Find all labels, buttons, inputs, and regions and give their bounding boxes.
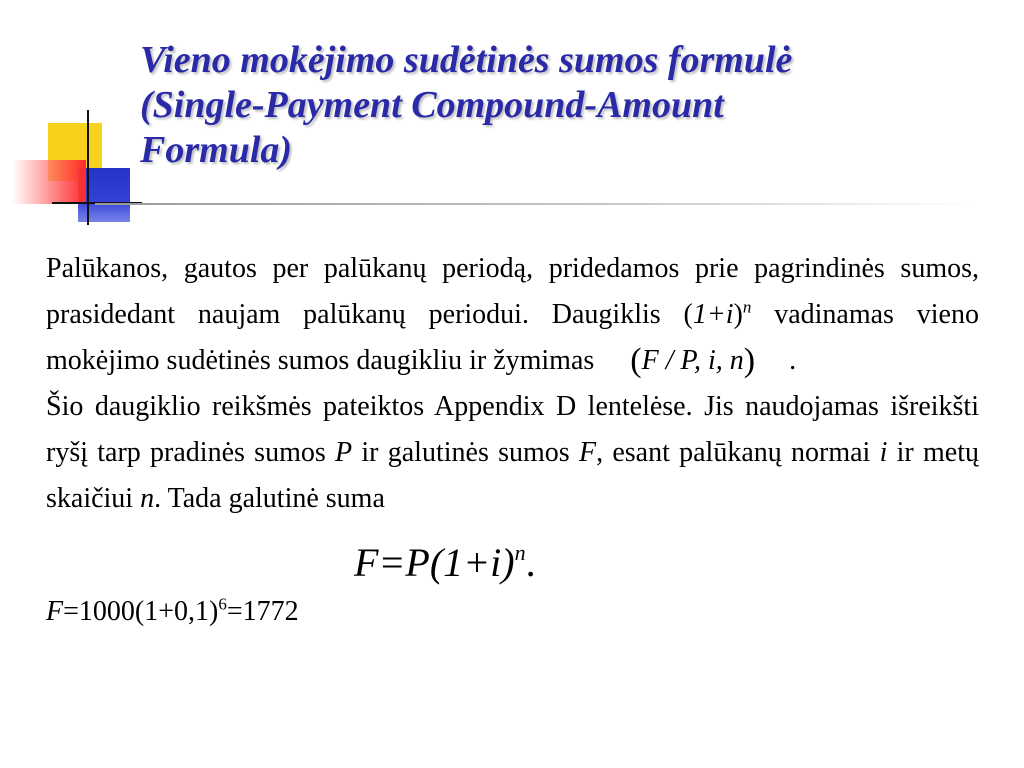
factor-exponent-n: n	[742, 297, 752, 317]
var-P: P	[335, 437, 353, 468]
example-calculation	[46, 592, 979, 632]
notation-close-paren: )	[743, 342, 756, 379]
paragraph-definition	[46, 246, 979, 384]
title-underline-rule	[95, 203, 975, 205]
para2-text-1: Šio daugiklio reikšmės pateiktos Appendix D lentelėse. Jis naudojamas išreikšti ryšį tarp pradinės sumos	[46, 391, 979, 468]
paragraph-explanation	[46, 384, 979, 522]
formula-period: .	[525, 540, 536, 585]
title-line-3: Formula)	[140, 129, 293, 171]
calc-result: =1772	[226, 596, 299, 627]
decor-red-gradient	[12, 160, 86, 204]
formula-exponent: n	[514, 540, 526, 565]
para2-text-2: ir galutinės sumos	[352, 437, 579, 468]
var-F: F	[578, 437, 597, 468]
factor-i: i	[725, 299, 734, 330]
decor-vertical-line	[87, 110, 89, 225]
var-i: i	[879, 437, 888, 468]
notation-open-paren: (	[630, 342, 642, 379]
para1-text-2: vadinamas vieno mokėjimo sudėtinės sumos daugikliu ir žymimas	[46, 299, 979, 376]
factor-one-plus: 1+	[692, 299, 726, 330]
factor-close-paren: )	[733, 299, 743, 330]
notation-body: F / P, i, n	[641, 345, 744, 376]
calc-expression: =1000(1+0,1)	[63, 596, 219, 627]
calc-F: F	[46, 596, 64, 627]
title-line-1: Vieno mokėjimo sudėtinės sumos formulė	[140, 39, 793, 81]
title-line-2: (Single-Payment Compound-Amount	[140, 84, 724, 126]
compound-amount-formula	[354, 524, 979, 592]
para2-text-5: . Tada galutinė suma	[154, 483, 385, 514]
para2-text-3: , esant palūkanų normai	[596, 437, 880, 468]
var-n: n	[140, 483, 155, 514]
calc-exponent: 6	[218, 594, 227, 614]
slide-body	[46, 246, 979, 632]
formula-main: F=P(1+i)	[354, 540, 515, 585]
para1-period: .	[789, 345, 797, 376]
slide-title	[140, 38, 1000, 173]
factor-notation	[630, 338, 755, 384]
para2-text-4: ir metų skaičiui	[46, 437, 979, 514]
para1-text-1: Palūkanos, gautos per palūkanų periodą, pridedamos prie pagrindinės sumos, prasidedant naujam palūkanų periodui. Daugiklis (	[46, 253, 979, 330]
